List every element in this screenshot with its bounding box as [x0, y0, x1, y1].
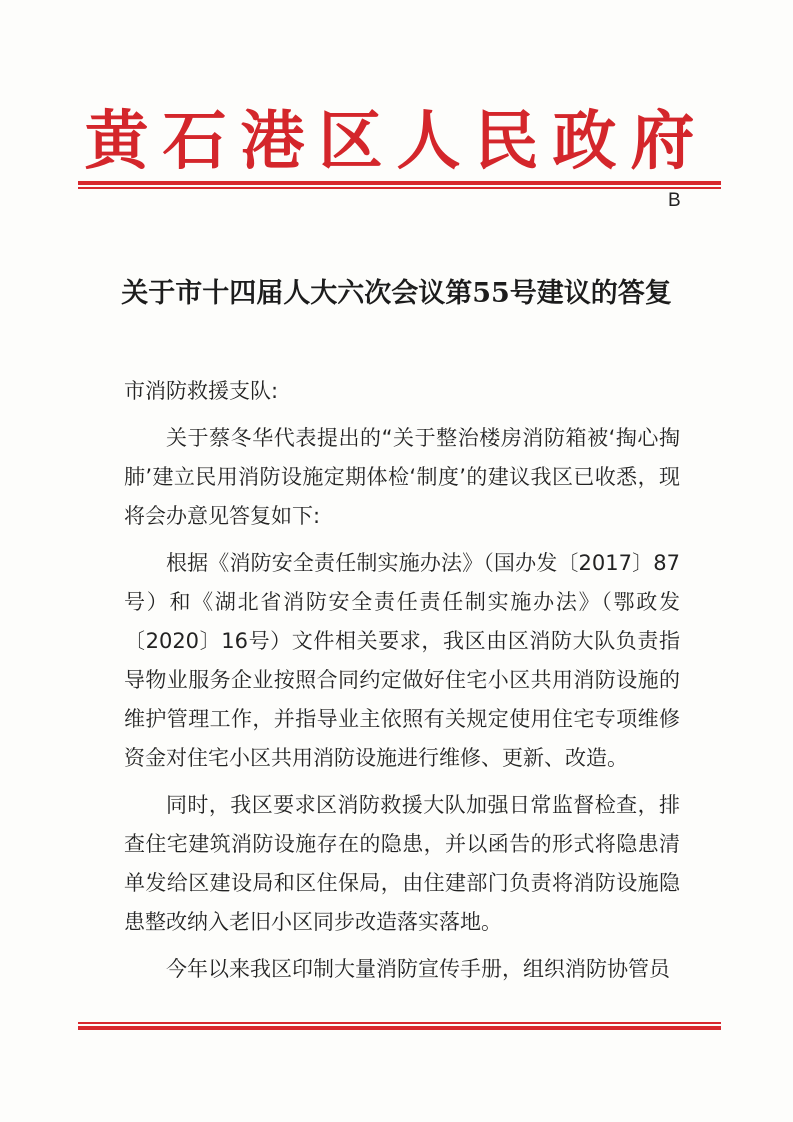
document-body	[124, 372, 680, 989]
paragraph: 关于蔡冬华代表提出的“关于整治楼房消防箱被‘掏心掏肺’建立民用消防设施定期体检‘制度’的建议我区已收悉，现将会办意见答复如下:	[124, 426, 680, 528]
paragraph: 今年以来我区印制大量消防宣传手册，组织消防协管员	[166, 957, 670, 981]
header-red-rule	[78, 181, 721, 189]
document-title: 关于市十四届人大六次会议第55号建议的答复	[121, 278, 672, 309]
salutation: 市消防救援支队:	[124, 379, 279, 403]
grade-mark: B	[668, 190, 681, 211]
footer-red-rule	[78, 1022, 721, 1030]
paragraph: 同时，我区要求区消防救援大队加强日常监督检查，排查住宅建筑消防设施存在的隐患，并以函告的形式将隐患清单发给区建设局和区住保局，由住建部门负责将消防设施隐患整改纳入老旧小区同步改造落实落地。	[124, 793, 680, 934]
masthead-title: 黄石港区人民政府	[84, 104, 709, 179]
paragraph: 根据《消防安全责任制实施办法》（国办发〔2017〕87号）和《湖北省消防安全责任责任制实施办法》（鄂政发〔2020〕16号）文件相关要求，我区由区消防大队负责指导物业服务企业按照合同约定做好住宅小区共用消防设施的维护管理工作，并指导业主依照有关规定使用住宅专项维修资金对住宅小区共用消防设施进行维修、更新、改造。	[124, 551, 680, 770]
